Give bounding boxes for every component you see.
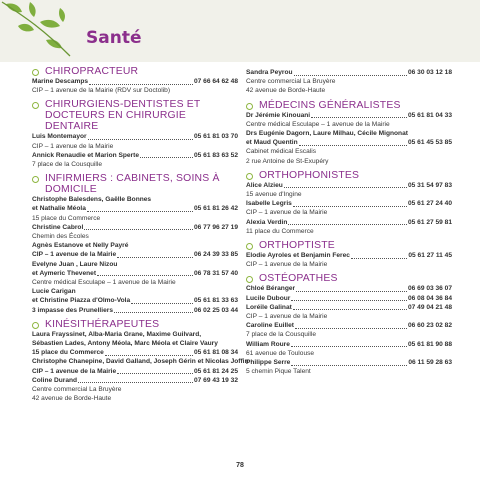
phone-number: 06 69 03 36 07 [408, 285, 452, 293]
directory-section [246, 100, 452, 166]
dot-leader [284, 186, 407, 188]
phone-number: 05 61 83 63 52 [194, 151, 238, 159]
contact-entry [246, 251, 452, 260]
phone-number: 05 61 27 59 81 [408, 218, 452, 226]
contact-entry [246, 358, 452, 367]
dot-leader [117, 372, 193, 374]
contact-name: et Aymeric Thevenet [32, 269, 97, 277]
dot-leader [296, 290, 407, 292]
contact-entry [246, 138, 452, 147]
section-heading [32, 66, 238, 77]
phone-number: 05 61 81 90 88 [408, 340, 452, 348]
directory-section [246, 273, 452, 376]
phone-number: 06 08 04 36 84 [408, 294, 452, 302]
dot-leader [291, 364, 407, 366]
phone-number: 05 61 81 26 42 [194, 205, 238, 213]
contact-names: Christophe Balesdens, Gaëlle Bonnes [32, 196, 152, 204]
contact-entry [246, 294, 452, 303]
address-line: CIP – 1 avenue de la Mairie [246, 261, 328, 269]
contact-names: Sébastien Lades, Antony Méola, Marc Méola et Claire Vaury [32, 340, 218, 348]
address-line: Centre commercial La Bruyère [32, 386, 122, 394]
contact-entry [32, 250, 238, 259]
contact-names: Laura Frayssinet, Alba-Maria Grane, Maxime Guilvard, [32, 330, 202, 338]
address-line: Centre médical Esculape – 1 avenue de la Mairie [246, 120, 390, 128]
contact-entry [32, 376, 238, 385]
dot-leader [311, 116, 407, 118]
phone-number: 07 49 04 21 48 [408, 303, 452, 311]
section-title: ORTHOPHONISTES [259, 169, 360, 181]
section-title: ORTHOPTISTE [259, 240, 335, 252]
directory-section [246, 240, 452, 269]
contact-entry [246, 340, 452, 349]
contact-name: Loréile Galinat [246, 303, 292, 311]
leaf-branch-icon [0, 0, 78, 62]
page-title: Santé [86, 28, 142, 48]
dot-leader [294, 74, 407, 76]
dot-leader [293, 308, 407, 310]
contact-entry [32, 77, 238, 86]
phone-number: 06 02 25 03 44 [194, 306, 238, 314]
contact-name: Alexia Verdin [246, 218, 288, 226]
section-title: CHIROPRACTEUR [45, 66, 139, 77]
dot-leader [114, 311, 193, 313]
address-line: 2 rue Antoine de St-Exupéry [246, 157, 329, 165]
directory-section [32, 318, 249, 404]
address-line: CIP – 1 avenue de la Mairie [246, 209, 328, 217]
contact-entry [246, 321, 452, 330]
right-column [246, 68, 452, 380]
contact-names: Agnès Estanove et Nelly Payré [32, 242, 129, 250]
contact-entry [246, 284, 452, 293]
contact-entry [32, 269, 238, 278]
address-line: Cabinet médical Escalis [246, 148, 316, 156]
contact-entry [32, 348, 238, 357]
contact-entry [32, 306, 238, 315]
address-line: Chemin des Écoles [32, 233, 89, 241]
contact-name: Marine Descamps [32, 78, 89, 85]
address-line: 61 avenue de Toulouse [246, 349, 315, 357]
contact-name: Lucile Dubour [246, 294, 291, 302]
phone-number: 06 77 96 27 19 [194, 223, 238, 231]
section-heading [32, 319, 238, 330]
contact-names: Christophe Chanepine, David Galland, Joseph Gérin et Nicolas Joffin [32, 358, 249, 366]
contact-entry [32, 296, 238, 305]
contact-name: Chloé Béranger [246, 285, 296, 293]
dot-leader [293, 205, 407, 207]
address-line: 15 avenue d'Ingine [246, 191, 302, 199]
contact-name: CIP – 1 avenue de la Mairie [32, 367, 117, 375]
address-line: 15 place du Commerce [32, 214, 101, 222]
dot-leader [105, 354, 193, 356]
contact-entry [246, 199, 452, 208]
circle-bullet-icon [246, 276, 253, 283]
dot-leader [131, 302, 193, 304]
address-line: Centre commercial La Bruyère [246, 78, 336, 86]
phone-number: 05 31 54 97 83 [408, 181, 452, 189]
dot-leader [97, 274, 193, 276]
address-line: 42 avenue de Borde-Haute [246, 87, 326, 95]
contact-entry [246, 111, 452, 120]
circle-bullet-icon [32, 69, 39, 76]
contact-entry [246, 218, 452, 227]
phone-number: 05 61 81 33 63 [194, 297, 238, 305]
contact-name: et Maud Quentin [246, 139, 298, 147]
contact-name: Coline Durand [32, 376, 78, 384]
dot-leader [117, 256, 193, 258]
contact-name: William Roure [246, 340, 290, 348]
contact-name: et Nathalie Méola [32, 205, 86, 213]
circle-bullet-icon [246, 173, 253, 180]
contact-entry [32, 132, 238, 141]
dot-leader [291, 299, 407, 301]
contact-name: Caroline Euillet [246, 322, 294, 330]
contact-entry [32, 151, 238, 160]
phone-number: 05 61 27 11 45 [408, 252, 452, 260]
circle-bullet-icon [32, 322, 39, 329]
phone-number: 05 61 81 03 70 [194, 133, 238, 141]
section-heading [246, 170, 452, 181]
phone-number: 05 61 45 53 85 [408, 139, 452, 147]
dot-leader [84, 228, 193, 230]
contact-name: CIP – 1 avenue de la Mairie [32, 251, 117, 259]
circle-bullet-icon [32, 102, 39, 109]
phone-number: 05 61 81 04 33 [408, 111, 452, 119]
contact-name: Philippe Serre [246, 359, 291, 367]
contact-name: 15 place du Commerce [32, 349, 104, 357]
dot-leader [87, 210, 193, 212]
contact-entry [32, 367, 238, 376]
dot-leader [299, 144, 407, 146]
address-line: 7 place de la Cousquille [246, 331, 317, 339]
contact-name: Alice Alzieu [246, 181, 283, 189]
left-column [32, 66, 249, 407]
contact-name: Sandra Peyrou [246, 69, 293, 76]
section-title: CHIRURGIENS-DENTISTES ET DOCTEURS EN CHIRURGIE DENTAIRE [45, 99, 201, 133]
section-heading [32, 173, 238, 195]
contact-name: et Christine Piazza d'Olmo-Vola [32, 297, 131, 305]
phone-number: 06 60 23 02 82 [408, 322, 452, 330]
section-title: INFIRMIERS : CABINETS, SOINS À DOMICILE [45, 173, 220, 196]
contact-names: Evelyne Juan , Laure Nizou [32, 260, 118, 268]
phone-number: 05 61 81 08 34 [194, 349, 238, 357]
address-line: 42 avenue de Borde-Haute [32, 395, 112, 403]
phone-number: 07 69 43 19 32 [194, 376, 238, 384]
address-line: CIP – 1 avenue de la Mairie [32, 142, 114, 150]
phone-number: 05 61 27 24 40 [408, 200, 452, 208]
dot-leader [78, 381, 193, 383]
phone-number: 06 78 31 57 40 [194, 269, 238, 277]
contact-name: Isabelle Legris [246, 200, 292, 208]
dot-leader [351, 257, 407, 259]
directory-section [246, 68, 452, 96]
section-title: KINÉSITHÉRAPEUTES [45, 318, 160, 330]
phone-number: 05 61 81 24 25 [194, 367, 238, 375]
directory-section [32, 173, 238, 315]
dot-leader [88, 138, 193, 140]
phone-number: 06 30 03 12 18 [408, 69, 452, 76]
contact-entry [246, 68, 452, 77]
circle-bullet-icon [246, 103, 253, 110]
section-heading [246, 100, 452, 111]
contact-name: Elodie Ayroles et Benjamin Ferec [246, 252, 350, 260]
address-line: Centre médical Esculape – 1 avenue de la Mairie [32, 279, 176, 287]
address-line: 5 chemin Pique Talent [246, 368, 311, 376]
contact-entry [32, 204, 238, 213]
section-heading [246, 240, 452, 251]
address-line: 7 place de la Cousquille [32, 161, 103, 169]
dot-leader [140, 156, 193, 158]
section-title: MÉDECINS GÉNÉRALISTES [259, 99, 401, 111]
contact-name: Dr Jérémie Kinouani [246, 111, 311, 119]
phone-number: 06 11 59 28 63 [408, 359, 452, 367]
contact-name: Annick Renaudie et Marion Sperte [32, 151, 139, 159]
section-title: OSTÉOPATHES [259, 273, 338, 285]
contact-names: Drs Eugénie Dagorn, Laure Milhau, Cécile Mignonat [246, 130, 408, 138]
phone-number: 07 66 64 62 48 [194, 78, 238, 85]
section-heading [32, 99, 238, 132]
address-line: CIP – 1 avenue de la Mairie [246, 313, 328, 321]
contact-name: Christine Cabrol [32, 223, 84, 231]
section-heading [246, 273, 452, 284]
contact-name: Luis Montemayor [32, 133, 87, 141]
dot-leader [288, 223, 407, 225]
contact-names: Lucie Carigan [32, 288, 76, 296]
directory-section [32, 99, 238, 169]
circle-bullet-icon [32, 176, 39, 183]
contact-name: 3 impasse des Prunelliers [32, 306, 113, 314]
dot-leader [89, 83, 193, 85]
contact-entry [32, 223, 238, 232]
dot-leader [291, 345, 407, 347]
directory-section [246, 170, 452, 236]
address-line: 11 place du Commerce [246, 227, 314, 235]
contact-entry [246, 181, 452, 190]
address-line: CIP – 1 avenue de la Mairie (RDV sur Doctolib) [32, 87, 171, 95]
phone-number: 06 24 39 33 85 [194, 251, 238, 259]
dot-leader [295, 327, 407, 329]
contact-entry [246, 303, 452, 312]
directory-section [32, 66, 238, 95]
page-number: 78 [236, 462, 244, 469]
circle-bullet-icon [246, 243, 253, 250]
